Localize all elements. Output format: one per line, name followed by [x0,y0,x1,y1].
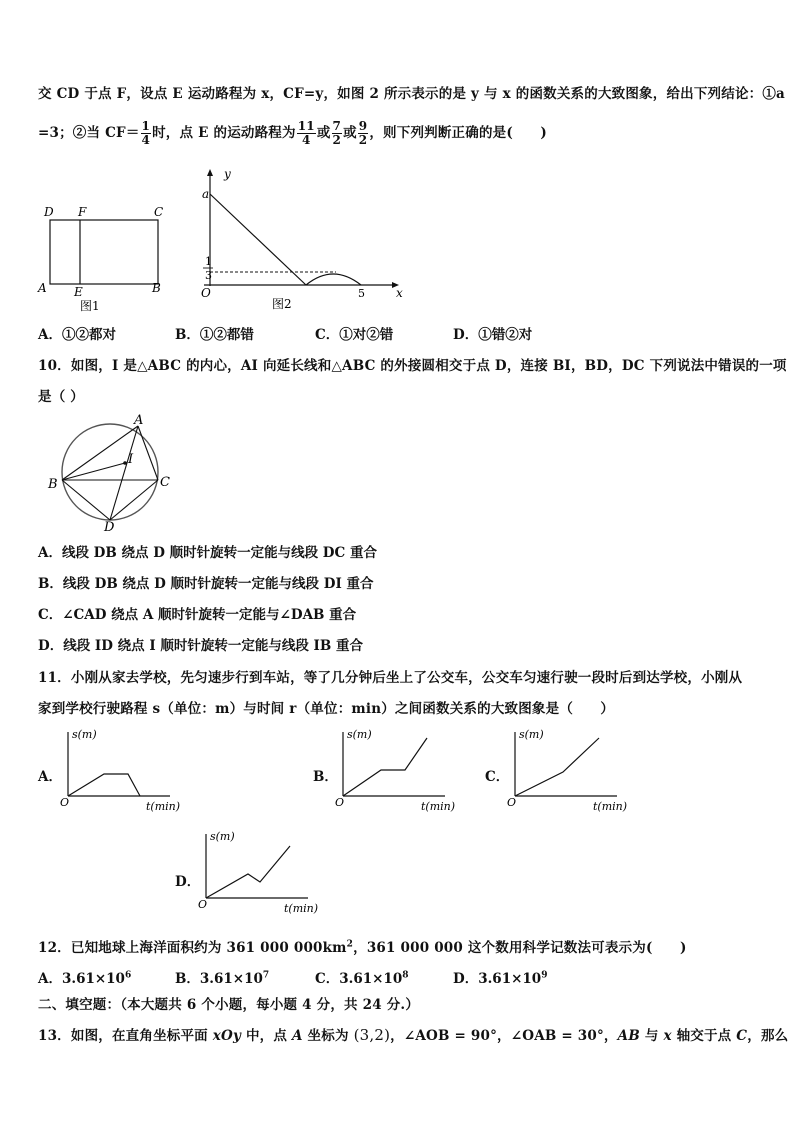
label-one: 1 [205,255,212,268]
q12-option-d[interactable]: D．$3.61\times 10^9$ [453,970,548,987]
graph-curve [515,738,599,796]
label-c: C [160,475,170,490]
y-label: s(m) [210,830,235,843]
label-i: I [128,452,134,467]
q9-line2-c: ，则下列判断正确的是( ) [369,125,547,141]
q12-option-a[interactable]: A．$3.61\times 10^6$ [38,970,132,987]
graph-curve [68,774,140,796]
y-label: s(m) [347,728,372,741]
caption-fig2: 图2 [272,297,292,311]
label-f: F [78,205,87,219]
q11-graph-d[interactable] [196,828,326,920]
q12-line1 [38,936,687,956]
q9-figure-2 [196,166,410,314]
caption-fig1: 图1 [80,299,100,313]
q9-option-a[interactable]: A．①②都对 [38,327,116,343]
q11-choice-c-label[interactable]: C． [485,769,510,785]
origin-label: O [335,796,345,809]
q10-line1: 10．如图，I 是△ABC 的内心，AI 向延长线和△ABC 的外接圆相交于点 D，连接 BI，BD，DC 下列说法中错误的一项 [38,358,787,374]
graph-line [210,194,306,285]
label-b: B [48,477,58,492]
q9-line2-b: 时，点 E 的运动路程为 [152,125,296,141]
q9-line2-a: =3；②当 CF＝ [38,125,140,141]
label-o: O [201,286,211,300]
circumcircle [62,424,158,520]
fraction-cf: $\frac{1}{4}$ [141,119,151,147]
label-y: y [224,167,231,181]
q10-option-d[interactable]: D．线段 ID 绕点 I 顺时针旋转一定能与线段 IB 重合 [38,638,363,654]
q11-choice-d-label[interactable]: D． [175,874,201,890]
q10-option-b[interactable]: B．线段 DB 绕点 D 顺时针旋转一定能与线段 DI 重合 [38,576,374,592]
q9-option-d[interactable]: D．①错②对 [453,327,533,343]
label-a: A [134,413,144,428]
label-d: D [44,205,54,219]
label-a: a [202,187,210,201]
graph-curve [206,846,290,898]
q9-line1: 交 CD 于点 F，设点 E 运动路程为 x，CF=y，如图 2 所示表示的是 y 与 x 的函数关系的大致图象，给出下列结论：①a [38,86,785,102]
or-1: 或 [316,125,331,141]
origin-label: O [198,898,208,911]
q13-line1: 13．如图，在直角坐标平面 xOy 中，点 A 坐标为 (3,2)，∠AOB = 90°，∠OAB = 30°，AB 与 x 轴交于点 C，那么 [38,1026,789,1044]
segment-ad [110,426,138,520]
fraction-2: $\frac{7}{2}$ [332,119,342,147]
q11-graph-a[interactable] [58,726,188,818]
q10-line2: 是（ ） [38,389,84,405]
fraction-3: $\frac{9}{2}$ [358,119,368,147]
q10-figure [40,408,180,533]
graph-curve [343,738,427,796]
fraction-1: $\frac{11}{4}$ [297,119,315,147]
x-label: t(min) [146,800,181,813]
q9-line2 [38,120,547,147]
x-label: t(min) [284,902,319,915]
q12-text-b: ，361 000 000 这个数用科学记数法可表示为( ) [353,940,687,956]
or-2: 或 [343,125,357,141]
label-e: E [74,285,83,299]
origin-label: O [60,796,70,809]
x-label: t(min) [421,800,456,813]
graph-arc [306,274,361,285]
y-arrow-icon [207,169,213,176]
q11-line1: 11．小刚从家去学校，先匀速步行到车站，等了几分钟后坐上了公交车，公交车匀速行驶一段时后到达学校，小刚从 [38,670,743,686]
segment-bi [62,463,125,480]
label-c: C [154,205,164,219]
q10-option-c[interactable]: C．∠CAD 绕点 A 顺时针旋转一定能与∠DAB 重合 [38,607,357,623]
q12-option-c[interactable]: C．$3.61\times 10^8$ [315,970,409,987]
y-label: s(m) [519,728,544,741]
label-x: x [396,286,403,300]
label-five: 5 [358,287,365,300]
q11-choice-b-label[interactable]: B． [313,769,338,785]
q10-option-a[interactable]: A．线段 DB 绕点 D 顺时针旋转一定能与线段 DC 重合 [38,545,377,561]
x-label: t(min) [593,800,628,813]
segment-ba [62,426,138,480]
label-three: 3 [205,269,212,282]
point-i [123,461,127,465]
q9-option-b[interactable]: B．①②都错 [175,327,254,343]
q9-option-c[interactable]: C．①对②错 [315,327,394,343]
q11-graph-c[interactable] [505,726,635,818]
q12-text-a: 12．已知地球上海洋面积约为 361 000 000km [38,940,347,956]
q11-line2: 家到学校行驶路程 s（单位：m）与时间 r（单位：min）之间函数关系的大致图象是（ ） [38,701,615,717]
q9-figure-1 [36,200,176,315]
label-b: B [152,281,161,295]
origin-label: O [507,796,517,809]
label-d: D [104,520,115,533]
q12-sup: 2 [346,939,354,950]
rectangle-abcd [50,220,158,284]
section-2-heading: 二、填空题：（本大题共 6 个小题，每小题 4 分，共 24 分.） [38,997,420,1013]
q11-graph-b[interactable] [333,726,463,818]
y-label: s(m) [72,728,97,741]
q11-choice-a-label[interactable]: A． [38,769,62,785]
segment-ac [138,426,158,480]
q12-option-b[interactable]: B．$3.61\times 10^7$ [175,970,270,987]
label-a: A [38,281,47,295]
